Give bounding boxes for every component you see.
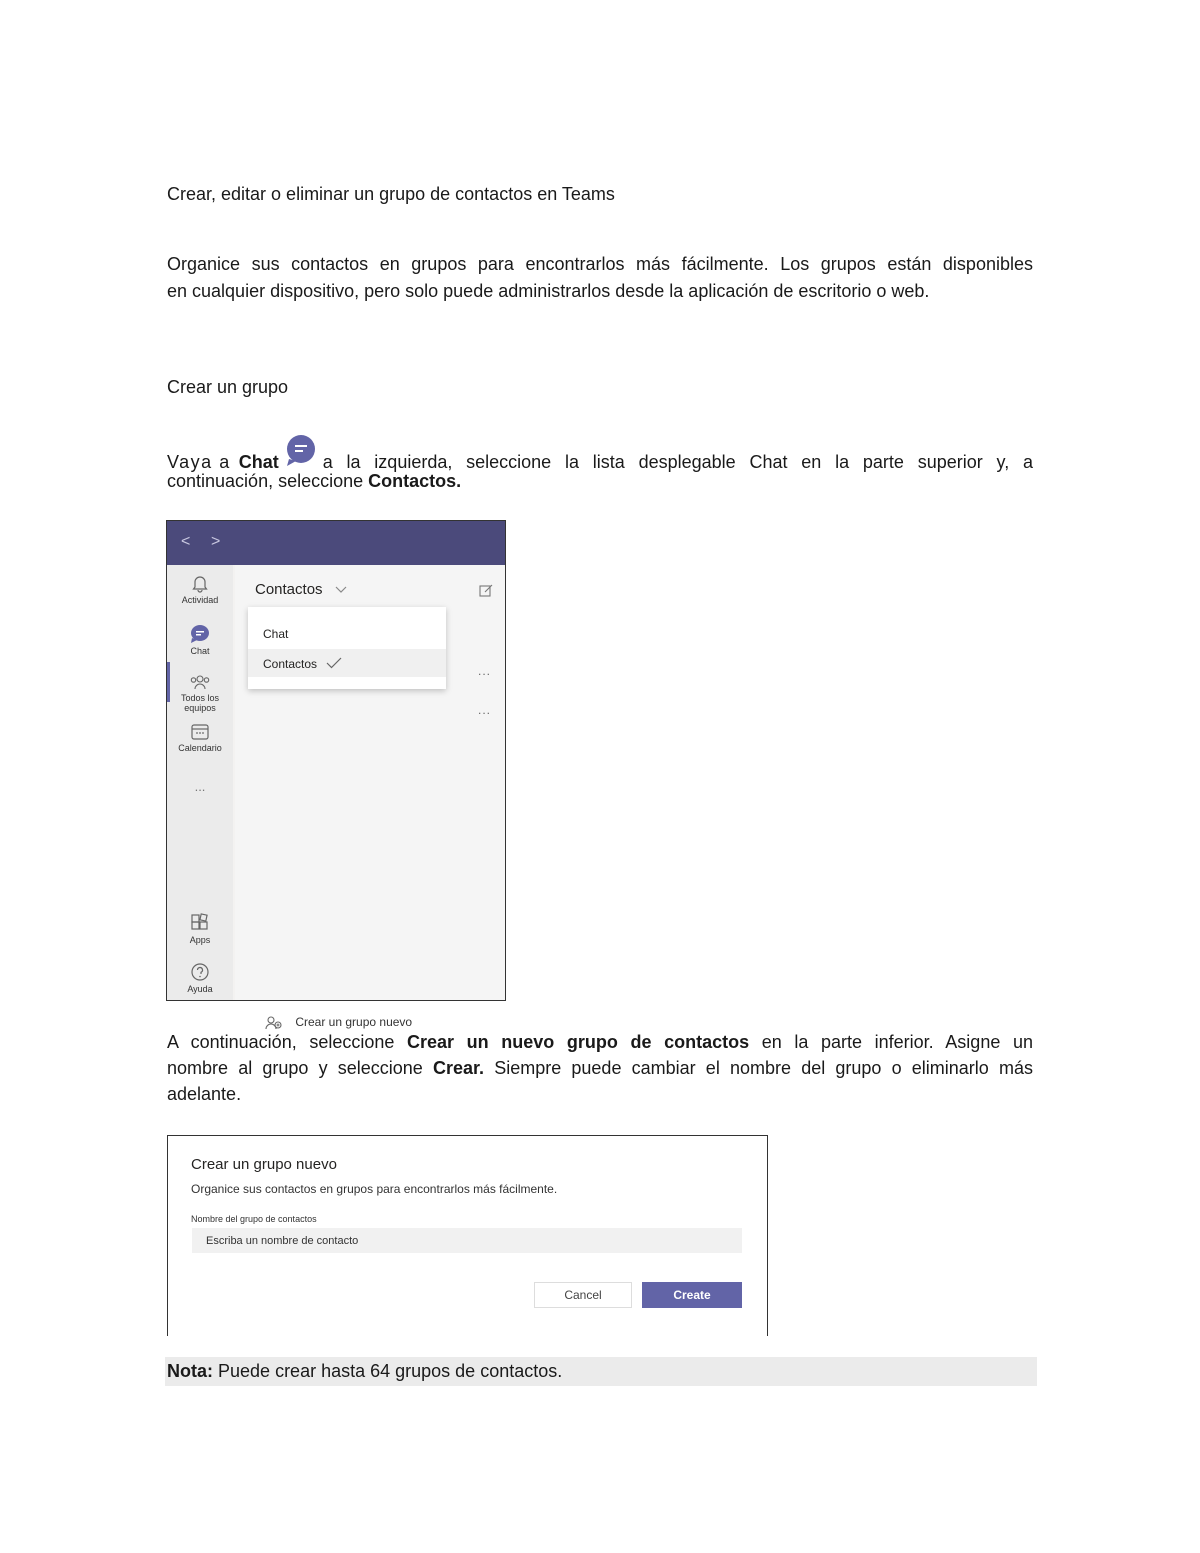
step2-line-2 [167, 1055, 1033, 1082]
section-heading: Crear un grupo [167, 377, 289, 397]
checkmark-icon [326, 657, 342, 669]
help-icon [190, 962, 210, 982]
rail-more[interactable]: ... [194, 779, 206, 794]
panel-header-title: Contactos [255, 581, 323, 598]
menu-item-contactos-label: Contactos [263, 657, 318, 671]
apps-icon [190, 913, 210, 933]
step2-text-d: Siempre puede cambiar el nombre del grupo o eliminarlo más [494, 1058, 1033, 1078]
step2-line-3: adelante. [167, 1084, 242, 1104]
rail-apps[interactable] [167, 913, 233, 945]
menu-item-chat[interactable] [248, 619, 446, 647]
dialog-title: Crear un grupo nuevo [191, 1156, 337, 1173]
rail-chat-label: Chat [190, 646, 210, 656]
step2-text-c: nombre al grupo y seleccione [167, 1058, 423, 1078]
rail-activity[interactable] [167, 573, 233, 605]
rail-help[interactable] [167, 962, 233, 994]
step1-contactos-bold: Contactos. [368, 471, 462, 491]
dialog-subtitle: Organice sus contactos en grupos para encontrarlos más fácilmente. [191, 1182, 558, 1196]
step1-text-b: a la izquierda, seleccione la lista desplegable Chat en la parte superior y, a [322, 451, 1033, 472]
view-dropdown-menu [248, 607, 446, 689]
rail-teams[interactable] [167, 673, 233, 713]
group-name-label: Nombre del grupo de contactos [191, 1214, 317, 1224]
rail-activity-label: Actividad [181, 595, 219, 605]
group-name-input[interactable] [192, 1228, 742, 1253]
cancel-button[interactable]: Cancel [534, 1282, 632, 1308]
menu-item-contactos[interactable] [248, 649, 446, 677]
rail-help-label: Ayuda [187, 984, 213, 994]
step1-line-2 [167, 468, 461, 495]
step1-text-a: Vaya a [167, 451, 231, 472]
rail-teams-label: Todos los equipos [180, 693, 220, 713]
step2-crear-bold: Crear. [432, 1058, 485, 1078]
intro-line-2: en cualquier dispositivo, pero solo puede administrarlos desde la aplicación de escritorio o web. [167, 281, 930, 301]
note-label: Nota: [167, 1361, 213, 1381]
chat-icon [189, 624, 211, 644]
step2-text-b: en la parte inferior. Asigne un [761, 1032, 1033, 1052]
note-box [165, 1357, 1037, 1386]
step2-bold: Crear un nuevo grupo de contactos [407, 1032, 750, 1052]
menu-item-chat-label: Chat [263, 627, 289, 641]
new-chat-icon[interactable] [478, 583, 494, 599]
step2-text-a: A continuación, seleccione [167, 1032, 395, 1052]
teams-screenshot [166, 520, 506, 1030]
teams-icon [189, 673, 211, 691]
teams-topbar [167, 521, 505, 565]
panel-header[interactable] [255, 581, 347, 598]
row-more-2[interactable]: ... [478, 703, 492, 717]
intro-line-1: Organice sus contactos en grupos para encontrarlos más fácilmente. Los grupos están disponibles [167, 254, 1033, 274]
chevron-down-icon [335, 586, 347, 594]
step2-line-1 [167, 1029, 1033, 1056]
step1-text-c: continuación, seleccione [167, 471, 364, 491]
create-button[interactable]: Create [642, 1282, 742, 1308]
doc-title: Crear, editar o eliminar un grupo de contactos en Teams [167, 184, 615, 204]
calendar-icon [190, 723, 210, 741]
rail-chat[interactable] [167, 624, 233, 656]
create-group-label: Crear un grupo nuevo [295, 1015, 413, 1030]
step1-chat-bold: Chat [238, 451, 279, 472]
app-rail [167, 565, 233, 1000]
rail-calendar[interactable] [167, 723, 233, 753]
note-text: Puede crear hasta 64 grupos de contactos. [218, 1361, 563, 1381]
create-group-dialog-screenshot [167, 1135, 768, 1336]
back-button[interactable]: < [181, 533, 191, 550]
bell-icon [190, 573, 210, 593]
forward-button[interactable]: > [211, 533, 221, 550]
rail-apps-label: Apps [189, 935, 211, 945]
row-more-1[interactable]: ... [478, 664, 492, 678]
rail-calendar-label: Calendario [178, 743, 222, 753]
